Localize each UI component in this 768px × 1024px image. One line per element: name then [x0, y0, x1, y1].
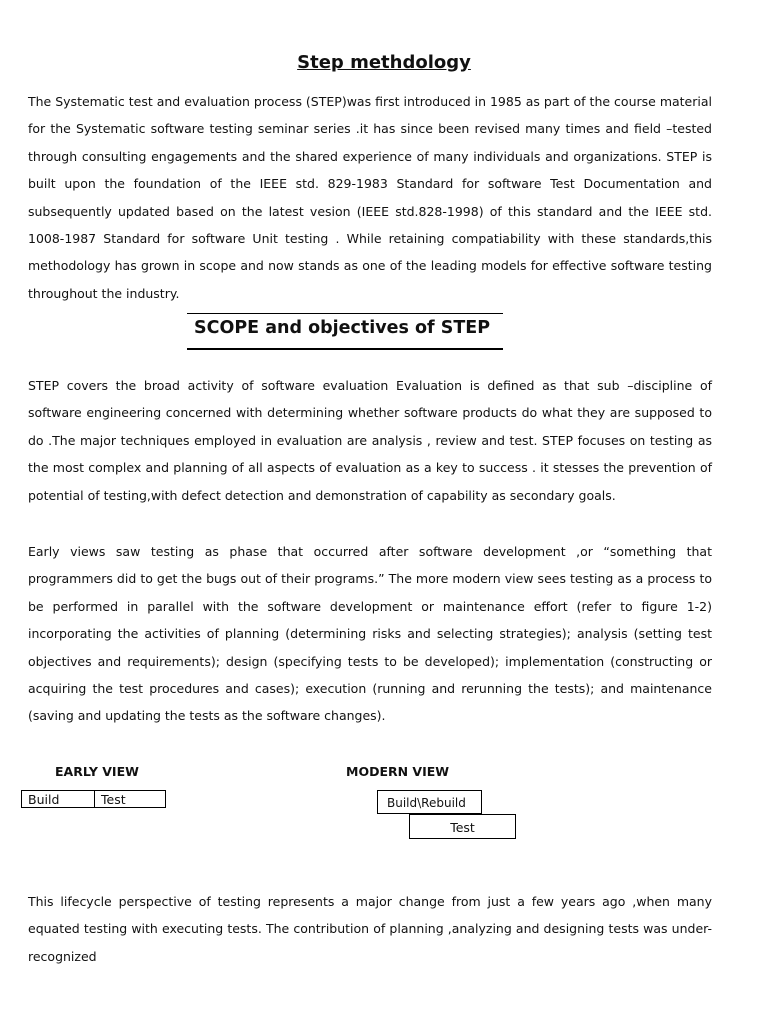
- modern-build-rebuild-cell: Build\Rebuild: [377, 790, 482, 814]
- views-paragraph: Early views saw testing as phase that occurred after software development ,or “something that programmers did to get the bugs out of their programs.” The more modern view sees testing as a process to be performed in parallel with the software development or maintenance effort (refer to figure 1-2) incorporating the activities of planning (determining risks and selecting strategies); analysis (setting test objectives and requirements); design (specifying tests to be developed); implementation (constructing or acquiring the test procedures and cases); execution (running and rerunning the tests); and maintenance (saving and updating the tests as the software changes).: [28, 544, 712, 724]
- early-view-label: EARLY VIEW: [55, 764, 139, 779]
- early-test-cell: Test: [94, 790, 166, 808]
- section-heading-box: [187, 313, 503, 350]
- modern-test-cell: Test: [409, 814, 516, 839]
- intro-paragraph: The Systematic test and evaluation process (STEP)was first introduced in 1985 as part of the course material for the Systematic software testing seminar series .it has since been revised many times and field –tested through consulting engagements and the shared experience of many individuals and organizations. STEP is built upon the foundation of the IEEE std. 829-1983 Standard for software Test Documentation and subsequently updated based on the latest vesion (IEEE std.828-1998) of this standard and the IEEE std. 1008-1987 Standard for software Unit testing . While retaining compatiability with these standards,this methodology has grown in scope and now stands as one of the leading models for effective software testing throughout the industry.: [28, 94, 712, 301]
- lifecycle-paragraph: This lifecycle perspective of testing represents a major change from just a few years ago ,when many equated testing with executing tests. The contribution of planning ,analyzing and designing tests was under-recognized: [28, 894, 712, 964]
- section-heading: SCOPE and objectives of STEP: [194, 318, 491, 338]
- early-build-cell: Build: [21, 790, 95, 808]
- scope-paragraph: STEP covers the broad activity of software evaluation Evaluation is defined as that sub –discipline of software engineering concerned with determining whether software products do what they are supposed to do .The major techniques employed in evaluation are analysis , review and test. STEP focuses on testing as the most complex and planning of all aspects of evaluation as a key to success . it stesses the prevention of potential of testing,with defect detection and demonstration of capability as secondary goals.: [28, 378, 712, 503]
- modern-view-label: MODERN VIEW: [346, 764, 450, 779]
- document-title: Step methdology: [297, 52, 471, 73]
